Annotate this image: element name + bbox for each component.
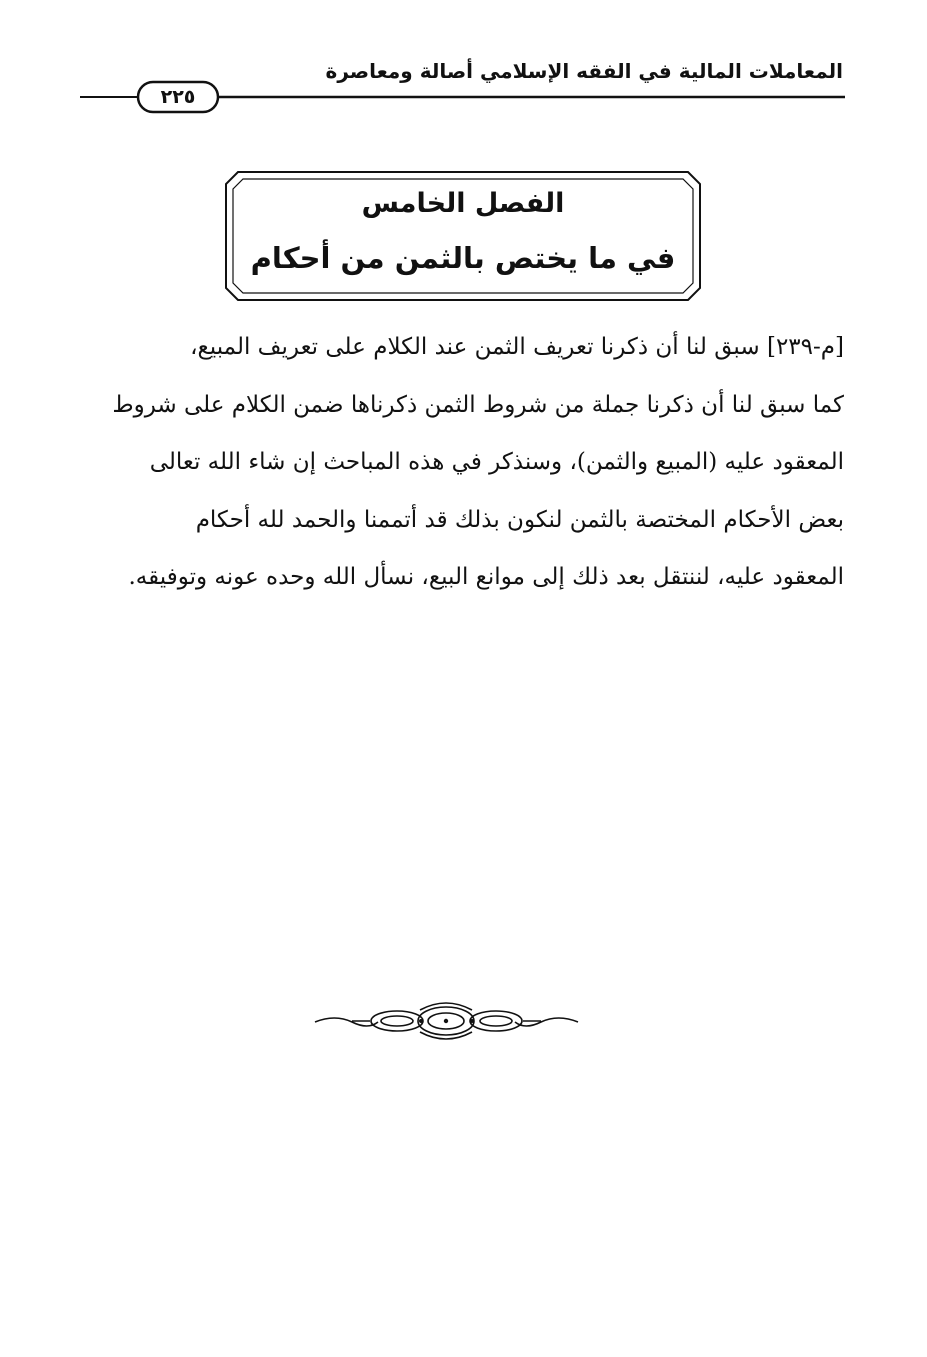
chapter-subtitle: في ما يختص بالثمن من أحكام	[250, 241, 676, 275]
body-line: المعقود عليه، لننتقل بعد ذلك إلى موانع البيع، نسأل الله وحده عونه وتوفيقه.	[128, 564, 844, 590]
body-line: كما سبق لنا أن ذكرنا جملة من شروط الثمن ذكرناها ضمن الكلام على شروط	[112, 391, 844, 418]
running-header-title: المعاملات المالية في الفقه الإسلامي أصالة ومعاصرة	[325, 59, 843, 83]
body-line: [م-٢٣٩] سبق لنا أن ذكرنا تعريف الثمن عند الكلام على تعريف المبيع،	[190, 334, 844, 360]
chapter-title: الفصل الخامس	[361, 188, 565, 219]
body-line: المعقود عليه (المبيع والثمن)، وسنذكر في هذه المباحث إن شاء الله تعالى	[149, 449, 844, 475]
page-number: ٢٢٥	[160, 86, 196, 108]
body-line: بعض الأحكام المختصة بالثمن لنكون بذلك قد أتممنا والحمد لله أحكام	[195, 506, 844, 533]
